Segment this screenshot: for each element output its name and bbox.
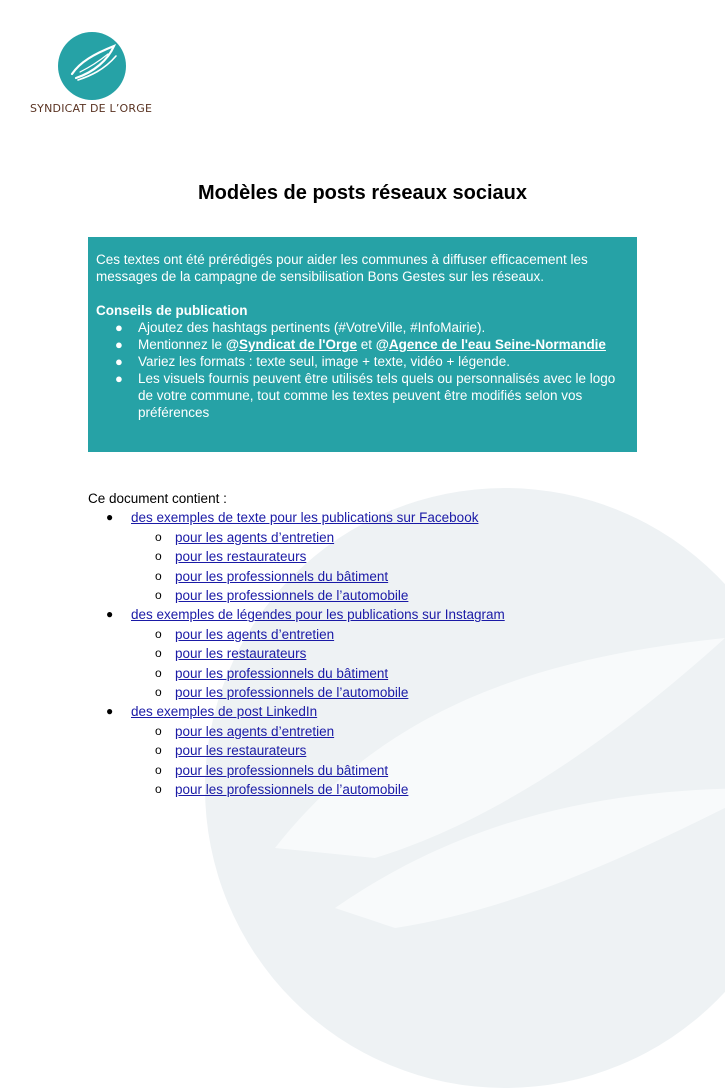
contents-intro: Ce document contient : bbox=[88, 491, 227, 506]
contents-list bbox=[88, 508, 648, 799]
instagram-agents-link[interactable]: pour les agents d’entretien bbox=[175, 626, 335, 642]
toc-subitem bbox=[155, 683, 648, 702]
toc-item-instagram bbox=[106, 605, 648, 702]
circle-bullet-icon: o bbox=[155, 568, 162, 583]
facebook-automobile-link[interactable]: pour les professionnels de l’automobile bbox=[175, 588, 409, 604]
bullet-icon: ● bbox=[115, 320, 123, 335]
circle-bullet-icon: o bbox=[155, 588, 162, 603]
tips-list bbox=[96, 319, 629, 421]
circle-bullet-icon: o bbox=[155, 549, 162, 564]
circle-bullet-icon: o bbox=[155, 646, 162, 661]
tip-item: ● Mentionnez le @Syndicat de l'Orge et @Agence de l'eau Seine-Normandie bbox=[115, 337, 606, 352]
circle-bullet-icon: o bbox=[155, 529, 162, 544]
bullet-icon: ● bbox=[115, 354, 123, 369]
toc-subitem bbox=[155, 780, 648, 799]
tip-item: ● Ajoutez des hashtags pertinents (#VotreVille, #InfoMairie). bbox=[115, 320, 486, 335]
toc-item-facebook bbox=[106, 508, 648, 605]
facebook-agents-link[interactable]: pour les agents d’entretien bbox=[175, 529, 335, 545]
instagram-restaurateurs-link[interactable]: pour les restaurateurs bbox=[175, 646, 307, 662]
toc-subitem bbox=[155, 586, 648, 605]
linkedin-link[interactable]: des exemples de post LinkedIn bbox=[131, 704, 318, 720]
toc-item-linkedin bbox=[106, 702, 648, 799]
bullet-icon: ● bbox=[106, 607, 114, 622]
circle-bullet-icon: o bbox=[155, 626, 162, 641]
toc-subitem bbox=[155, 528, 648, 547]
toc-subitem bbox=[155, 644, 648, 663]
linkedin-restaurateurs-link[interactable]: pour les restaurateurs bbox=[175, 743, 307, 759]
toc-subitem bbox=[155, 722, 648, 741]
bullet-icon: ● bbox=[106, 704, 114, 719]
toc-subitem bbox=[155, 741, 648, 760]
linkedin-automobile-link[interactable]: pour les professionnels de l’automobile bbox=[175, 782, 409, 798]
instagram-batiment-link[interactable]: pour les professionnels du bâtiment bbox=[175, 665, 389, 681]
bullet-icon: ● bbox=[115, 337, 123, 352]
instagram-sublist bbox=[131, 625, 648, 703]
leaf-logo-icon bbox=[58, 32, 126, 100]
tips-heading: Conseils de publication bbox=[96, 303, 248, 318]
bullet-icon: ● bbox=[115, 371, 123, 386]
instagram-automobile-link[interactable]: pour les professionnels de l’automobile bbox=[175, 685, 409, 701]
syndicat-mention-link[interactable]: Syndicat de l'Orge bbox=[238, 337, 357, 352]
circle-bullet-icon: o bbox=[155, 685, 162, 700]
circle-bullet-icon: o bbox=[155, 762, 162, 777]
linkedin-agents-link[interactable]: pour les agents d’entretien bbox=[175, 723, 335, 739]
document-contents bbox=[88, 489, 648, 800]
syndicat-logo bbox=[30, 30, 160, 125]
circle-bullet-icon: o bbox=[155, 743, 162, 758]
toc-subitem bbox=[155, 761, 648, 780]
toc-subitem bbox=[155, 664, 648, 683]
instagram-link[interactable]: des exemples de légendes pour les publications sur Instagram bbox=[131, 607, 505, 623]
facebook-link[interactable]: des exemples de texte pour les publications sur Facebook bbox=[131, 510, 479, 526]
logo-text: SYNDICAT DE L’ORGE bbox=[30, 102, 153, 115]
facebook-sublist bbox=[131, 528, 648, 606]
agence-mention-link[interactable]: Agence de l'eau Seine-Normandie bbox=[388, 337, 606, 352]
linkedin-sublist bbox=[131, 722, 648, 800]
callout-intro: Ces textes ont été prérédigés pour aider les communes à diffuser efficacement les messages de la campagne de sensibilisation Bons Gestes sur les réseaux. bbox=[96, 252, 588, 284]
advice-callout bbox=[88, 237, 637, 452]
facebook-batiment-link[interactable]: pour les professionnels du bâtiment bbox=[175, 568, 389, 584]
tip-item: ● Les visuels fournis peuvent être utilisés tels quels ou personnalisés avec le logo de votre commune, tout comme les textes peuvent être modifiés selon vos préférences bbox=[115, 371, 616, 420]
circle-bullet-icon: o bbox=[155, 782, 162, 797]
circle-bullet-icon: o bbox=[155, 723, 162, 738]
tip-item: ● Variez les formats : texte seul, image + texte, vidéo + légende. bbox=[115, 354, 510, 369]
facebook-restaurateurs-link[interactable]: pour les restaurateurs bbox=[175, 549, 307, 565]
circle-bullet-icon: o bbox=[155, 665, 162, 680]
toc-subitem bbox=[155, 625, 648, 644]
toc-subitem bbox=[155, 547, 648, 566]
bullet-icon: ● bbox=[106, 510, 114, 525]
toc-subitem bbox=[155, 567, 648, 586]
linkedin-batiment-link[interactable]: pour les professionnels du bâtiment bbox=[175, 762, 389, 778]
page-title: Modèles de posts réseaux sociaux bbox=[197, 182, 528, 204]
